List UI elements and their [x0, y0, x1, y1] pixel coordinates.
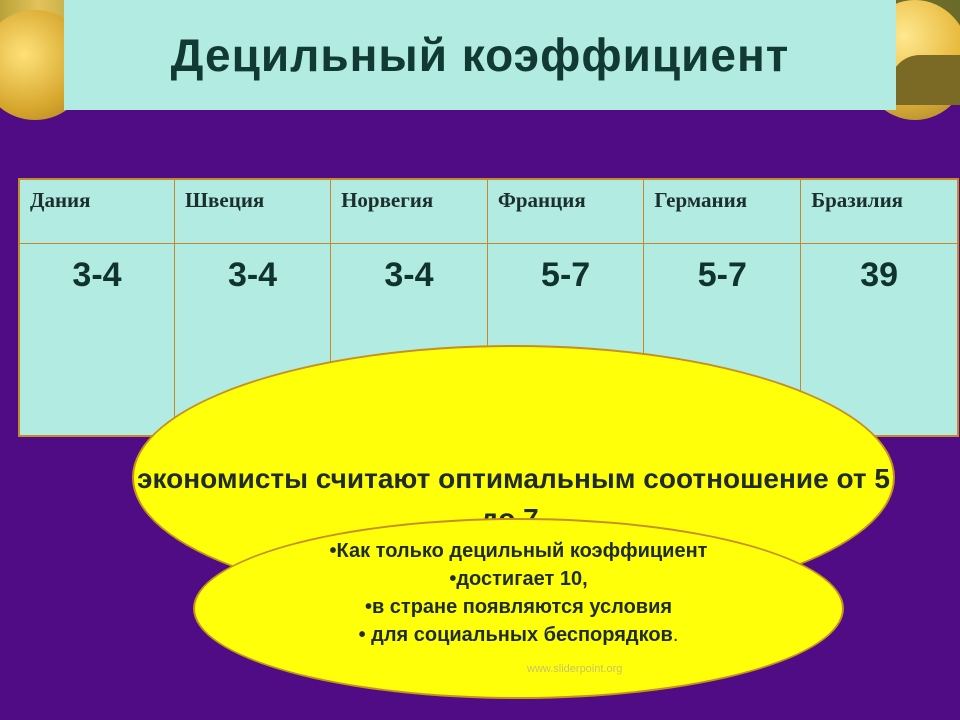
table-value-cell: 3-4: [331, 243, 488, 436]
main-callout-text: экономисты считают оптимальным соотношение от 5: [137, 463, 890, 494]
callout-bullet: •Как только децильный коэффициент: [329, 540, 708, 562]
callout-bullet-list: [195, 537, 842, 649]
table-header-cell: Швеция: [175, 179, 331, 243]
table-header-cell: Норвегия: [331, 179, 488, 243]
table-value-cell: 5-7: [644, 243, 801, 436]
callout-bullet: •в стране появляются условия: [364, 596, 673, 618]
decorative-shadow: [890, 55, 960, 105]
callout-bullet-text: • для социальных беспорядков: [358, 624, 673, 646]
table-value-cell: 39: [801, 243, 958, 436]
slide-title: Децильный коэффициент: [170, 29, 790, 81]
table-value-cell: 3-4: [19, 243, 175, 436]
watermark-text: www.sliderpoint.org: [527, 663, 623, 675]
callout-bullet: •достигает 10,: [449, 568, 588, 590]
table-header-cell: Дания: [19, 179, 175, 243]
title-box: [64, 0, 896, 110]
inner-callout-ellipse: [193, 518, 844, 699]
table-header-cell: Бразилия: [801, 179, 958, 243]
table-value-cell: 3-4: [175, 243, 331, 436]
table-value-cell: 5-7: [487, 243, 644, 436]
table-header-cell: Франция: [487, 179, 644, 243]
callout-period: .: [672, 624, 679, 646]
callout-bullet-last: [195, 621, 842, 649]
table-header-cell: Германия: [644, 179, 801, 243]
table-header-row: [19, 179, 958, 243]
